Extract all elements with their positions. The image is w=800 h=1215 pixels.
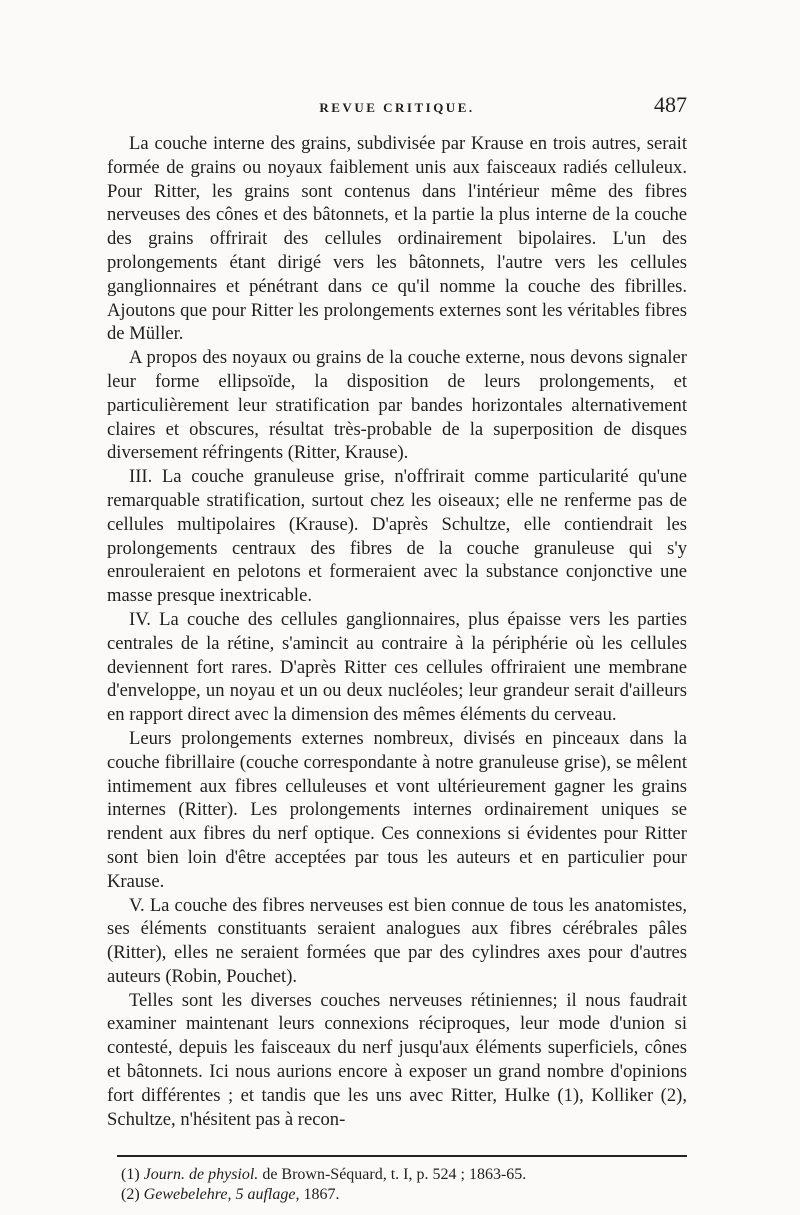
footnote-text: 1867.: [299, 1186, 340, 1204]
running-title: REVUE CRITIQUE.: [319, 100, 475, 115]
document-page: [107, 92, 687, 1205]
paragraph: La couche interne des grains, subdivisée par Krause en trois autres, serait formée de grains ou noyaux faiblement unis aux faisceaux radiés celluleux. Pour Ritter, les grains sont contenus dans l'intérieur même des fibres nerveuses des cônes et des bâtonnets, et la partie la plus interne de la couche des grains offrirait des cellules ordinairement bipolaires. L'un des prolongements étant dirigé vers les bâtonnets, l'autre vers les cellules ganglionnaires et pénétrant dans ce qu'il nomme la couche des fibrilles. Ajoutons que pour Ritter les prolongements externes sont les véritables fibres de Müller.: [107, 133, 687, 345]
paragraph: IV. La couche des cellules ganglionnaires, plus épaisse vers les parties centrales de la rétine, s'amincit au contraire à la périphérie où les cellules deviennent fort rares. D'après Ritter ces cellules offriraient une membrane d'enveloppe, un noyau et un ou deux nucléoles; leur grandeur serait d'ailleurs en rapport direct avec la dimension des mêmes éléments du cerveau.: [107, 608, 687, 726]
footnote-2: [121, 1185, 687, 1205]
body-text: [107, 132, 687, 1131]
paragraph: Telles sont les diverses couches nerveuses rétiniennes; il nous faudrait examiner maintenant leurs connexions réciproques, leur mode d'union si contesté, depuis les faisceaux du nerf jusqu'aux éléments superficiels, cônes et bâtonnets. Ici nous aurions encore à exposer un grand nombre d'opinions fort différentes ; et tandis que les uns avec Ritter, Hulke (1), Kolliker (2), Schultze, n'hésitent pas à recon-: [107, 989, 687, 1130]
paragraph: V. La couche des fibres nerveuses est bien connue de tous les anatomistes, ses éléments constituants seraient analogues aux fibres cérébrales pâles (Ritter), elles ne seraient formées que par des cylindres axes pour d'autres auteurs (Robin, Pouchet).: [107, 894, 687, 987]
footnote-rule: [117, 1155, 687, 1157]
paragraph: Leurs prolongements externes nombreux, divisés en pinceaux dans la couche fibrillaire (couche correspondante à notre granuleuse grise), se mêlent intimement aux fibres celluleuses et vont ultérieurement gagner les grains internes (Ritter). Les prolongements internes ordinairement uniques se rendent aux fibres du nerf optique. Ces connexions si évidentes pour Ritter sont bien loin d'être acceptées par tous les auteurs et en particulier pour Krause.: [107, 727, 687, 892]
paragraph: A propos des noyaux ou grains de la couche externe, nous devons signaler leur forme ellipsoïde, la disposition de leurs prolongements, et particulièrement leur stratification par bandes horizontales alternativement claires et obscures, résultat très-probable de la superposition de disques diversement réfringents (Ritter, Krause).: [107, 347, 687, 464]
footnote-marker: (2): [121, 1186, 140, 1204]
page-header: [107, 92, 687, 132]
footnote-text: de Brown-Séquard, t. I, p. 524 ; 1863-65.: [258, 1166, 527, 1184]
footnote-work: Gewebelehre, 5 auflage,: [143, 1186, 300, 1204]
footnotes: [107, 1165, 687, 1205]
footnote-work: Journ. de physiol.: [143, 1166, 259, 1184]
footnote-marker: (1): [121, 1166, 140, 1184]
footnote-1: [121, 1165, 687, 1185]
paragraph: III. La couche granuleuse grise, n'offrirait comme particularité qu'une remarquable stratification, surtout chez les oiseaux; elle ne renferme pas de cellules multipolaires (Krause). D'après Schultze, elle contiendrait les prolongements centraux des fibres de la couche granuleuse qui s'y enrouleraient en pelotons et formeraient avec la substance conjonctive une masse presque inextricable.: [107, 466, 687, 607]
page-number: 487: [654, 92, 687, 117]
